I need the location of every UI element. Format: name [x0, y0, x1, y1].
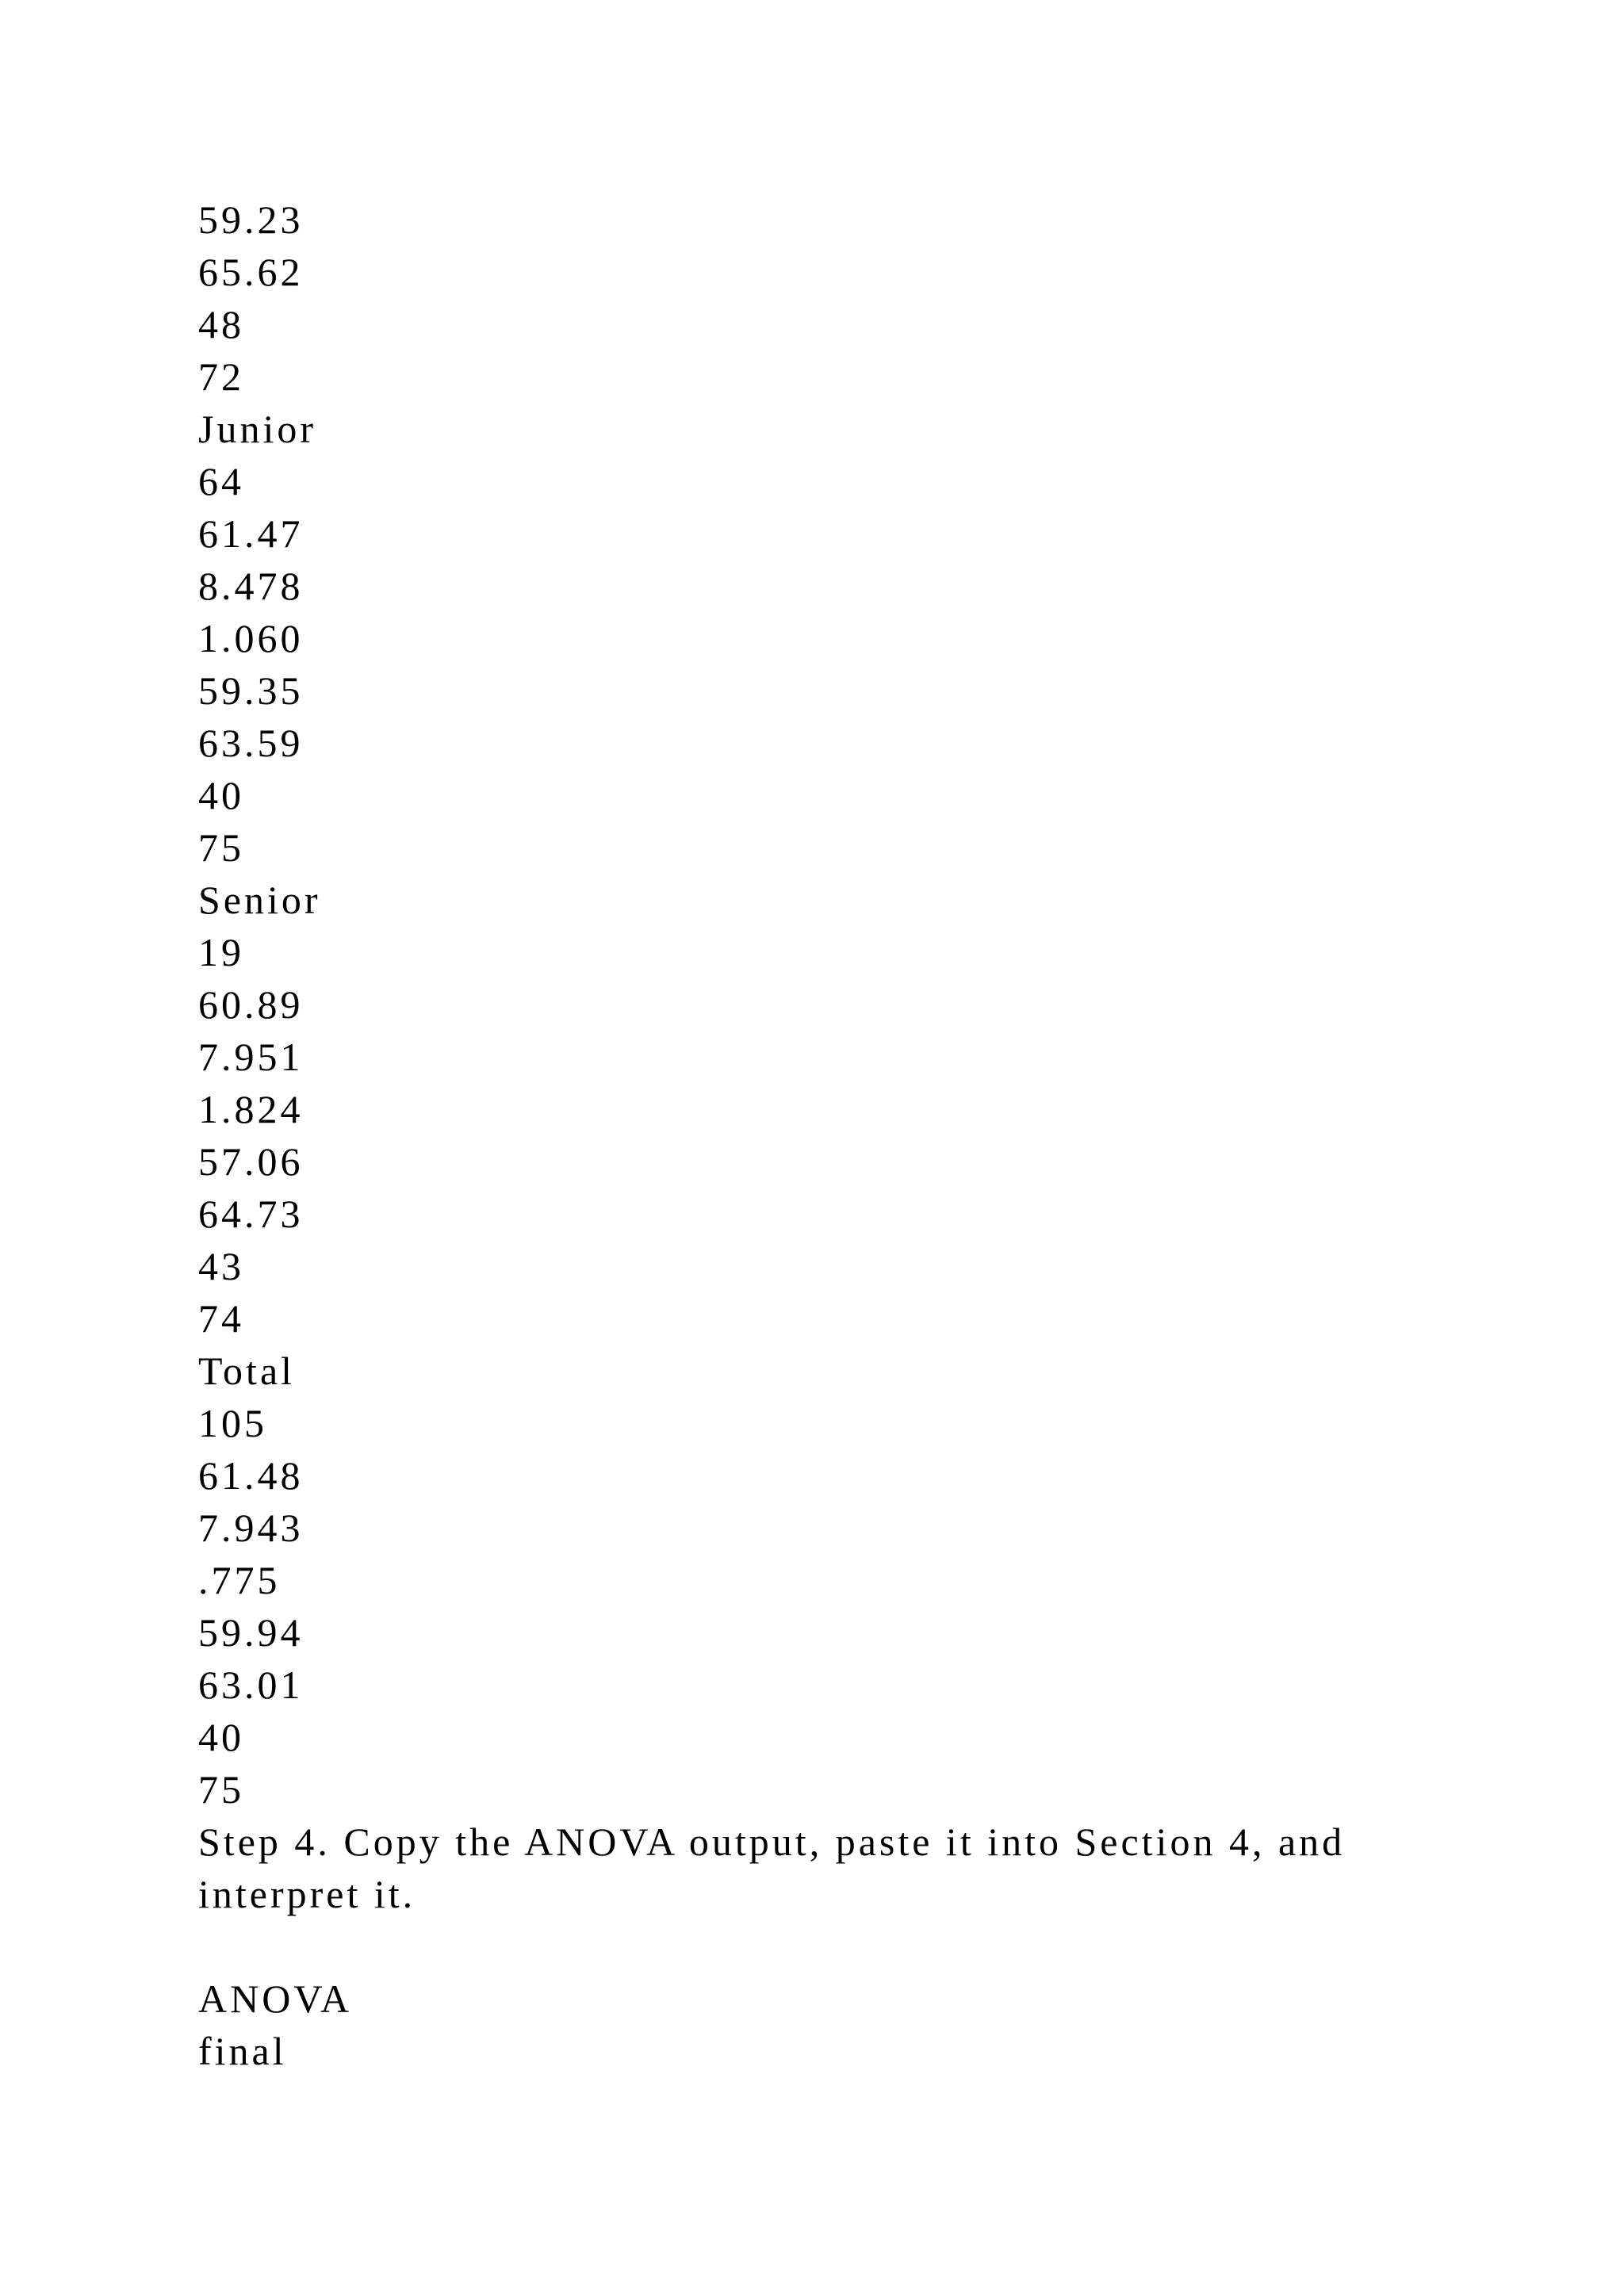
value-line: 75 [198, 1767, 244, 1812]
value-line: Senior [198, 878, 321, 922]
value-line: Total [198, 1349, 296, 1393]
value-line: 59.23 [198, 197, 304, 242]
value-line: 1.060 [198, 616, 304, 660]
value-line: 43 [198, 1244, 244, 1288]
value-line: 64.73 [198, 1192, 304, 1236]
document-body [198, 193, 1435, 2077]
step4-instruction-line2: interpret it. [198, 1872, 416, 1916]
anova-variable-label: final [198, 2029, 287, 2073]
value-line: 59.35 [198, 668, 304, 713]
value-line: 19 [198, 930, 244, 974]
value-line: 72 [198, 354, 244, 399]
value-line: 8.478 [198, 564, 304, 608]
value-list [198, 193, 1435, 1816]
value-line: 40 [198, 773, 244, 817]
value-line: .775 [198, 1558, 281, 1602]
value-line: 7.943 [198, 1506, 304, 1550]
value-line: 40 [198, 1715, 244, 1759]
value-line: 48 [198, 302, 244, 346]
value-line: 63.59 [198, 721, 304, 765]
step4-instruction-line1: Step 4. Copy the ANOVA output, paste it into Section 4, and [198, 1820, 1346, 1864]
value-line: 64 [198, 459, 244, 503]
value-line: 105 [198, 1401, 267, 1445]
value-line: Junior [198, 407, 316, 451]
value-line: 75 [198, 825, 244, 870]
blank-line [198, 1920, 1435, 1973]
value-line: 65.62 [198, 250, 304, 294]
value-line: 7.951 [198, 1035, 304, 1079]
value-line: 1.824 [198, 1087, 304, 1131]
value-line: 60.89 [198, 982, 304, 1027]
anova-heading: ANOVA [198, 1976, 353, 2021]
value-line: 57.06 [198, 1139, 304, 1184]
value-line: 63.01 [198, 1663, 304, 1707]
value-line: 61.47 [198, 511, 304, 556]
value-line: 74 [198, 1296, 244, 1341]
value-line: 61.48 [198, 1453, 304, 1498]
value-line: 59.94 [198, 1610, 304, 1655]
